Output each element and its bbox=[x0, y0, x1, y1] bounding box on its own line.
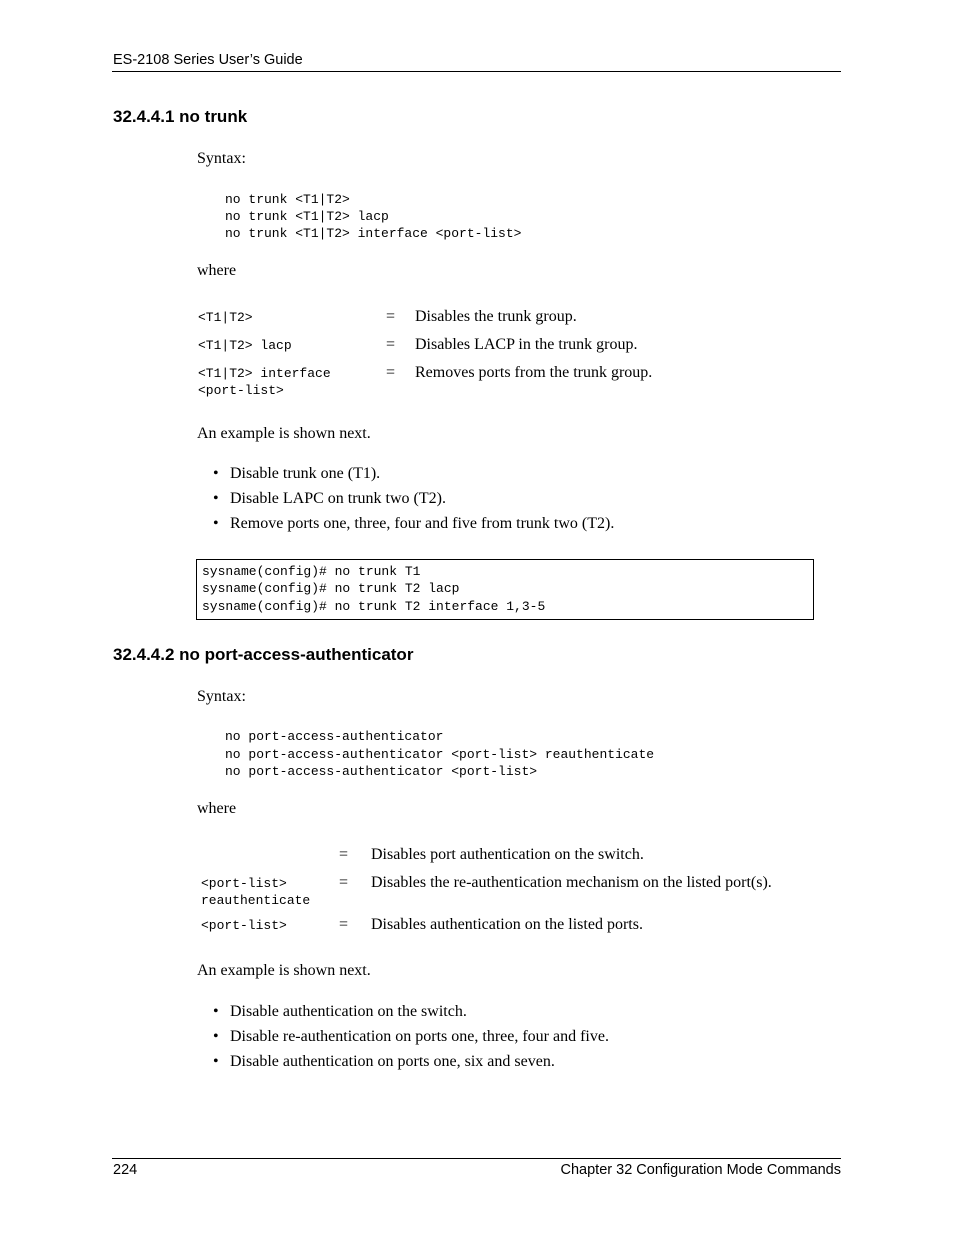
bullet-item: Disable authentication on the switch. bbox=[230, 1003, 467, 1020]
bullet-icon: • bbox=[213, 515, 219, 532]
example-intro: An example is shown next. bbox=[197, 962, 371, 979]
param-name: <T1|T2> lacp bbox=[198, 338, 292, 353]
bullet-item: Disable LAPC on trunk two (T2). bbox=[230, 490, 446, 507]
syntax-line: no port-access-authenticator bbox=[225, 729, 444, 744]
page-number: 224 bbox=[113, 1162, 138, 1178]
syntax-label: Syntax: bbox=[197, 150, 246, 167]
bullet-item: Remove ports one, three, four and five from trunk two (T2). bbox=[230, 515, 615, 532]
syntax-line: no port-access-authenticator <port-list> reauthenticate bbox=[225, 747, 655, 762]
param-equals: = bbox=[339, 846, 349, 863]
param-description: Disables the re-authentication mechanism on the listed port(s). bbox=[371, 874, 772, 891]
bullet-item: Disable re-authentication on ports one, three, four and five. bbox=[230, 1028, 609, 1045]
header-rule bbox=[112, 71, 841, 72]
example-code-box bbox=[196, 559, 814, 620]
param-description: Disables LACP in the trunk group. bbox=[415, 336, 638, 353]
param-description: Disables port authentication on the switch. bbox=[371, 846, 644, 863]
param-description: Disables the trunk group. bbox=[415, 308, 577, 325]
bullet-item: Disable trunk one (T1). bbox=[230, 465, 381, 482]
running-header: ES-2108 Series User’s Guide bbox=[113, 52, 303, 68]
param-equals: = bbox=[339, 874, 349, 891]
param-name: <T1|T2> interface <port-list> bbox=[198, 366, 331, 398]
bullet-item: Disable authentication on ports one, six and seven. bbox=[230, 1053, 555, 1070]
chapter-title: Chapter 32 Configuration Mode Commands bbox=[560, 1162, 841, 1178]
code-line: sysname(config)# no trunk T2 lacp bbox=[202, 581, 460, 596]
section-heading-no-trunk: 32.4.4.1 no trunk bbox=[113, 107, 248, 126]
syntax-line: no trunk <T1|T2> lacp bbox=[225, 209, 389, 224]
syntax-line: no port-access-authenticator <port-list> bbox=[225, 764, 538, 779]
where-label: where bbox=[197, 800, 237, 817]
bullet-icon: • bbox=[213, 1053, 219, 1070]
section-heading-no-port-access-authenticator: 32.4.4.2 no port-access-authenticator bbox=[113, 645, 414, 664]
bullet-icon: • bbox=[213, 1003, 219, 1020]
param-name: <T1|T2> bbox=[198, 310, 253, 325]
syntax-line: no trunk <T1|T2> interface <port-list> bbox=[225, 226, 522, 241]
syntax-line: no trunk <T1|T2> bbox=[225, 192, 350, 207]
param-description: Disables authentication on the listed ports. bbox=[371, 916, 643, 933]
param-name: <port-list> bbox=[201, 918, 287, 933]
param-description: Removes ports from the trunk group. bbox=[415, 364, 653, 381]
param-equals: = bbox=[386, 364, 396, 381]
bullet-icon: • bbox=[213, 1028, 219, 1045]
param-equals: = bbox=[386, 336, 396, 353]
footer-rule bbox=[112, 1158, 841, 1159]
bullet-icon: • bbox=[213, 490, 219, 507]
code-line: sysname(config)# no trunk T1 bbox=[202, 564, 421, 579]
bullet-icon: • bbox=[213, 465, 219, 482]
param-equals: = bbox=[339, 916, 349, 933]
example-intro: An example is shown next. bbox=[197, 425, 371, 442]
param-equals: = bbox=[386, 308, 396, 325]
syntax-label: Syntax: bbox=[197, 688, 246, 705]
where-label: where bbox=[197, 262, 237, 279]
code-line: sysname(config)# no trunk T2 interface 1,3-5 bbox=[202, 599, 546, 614]
param-name: <port-list> reauthenticate bbox=[201, 876, 311, 908]
